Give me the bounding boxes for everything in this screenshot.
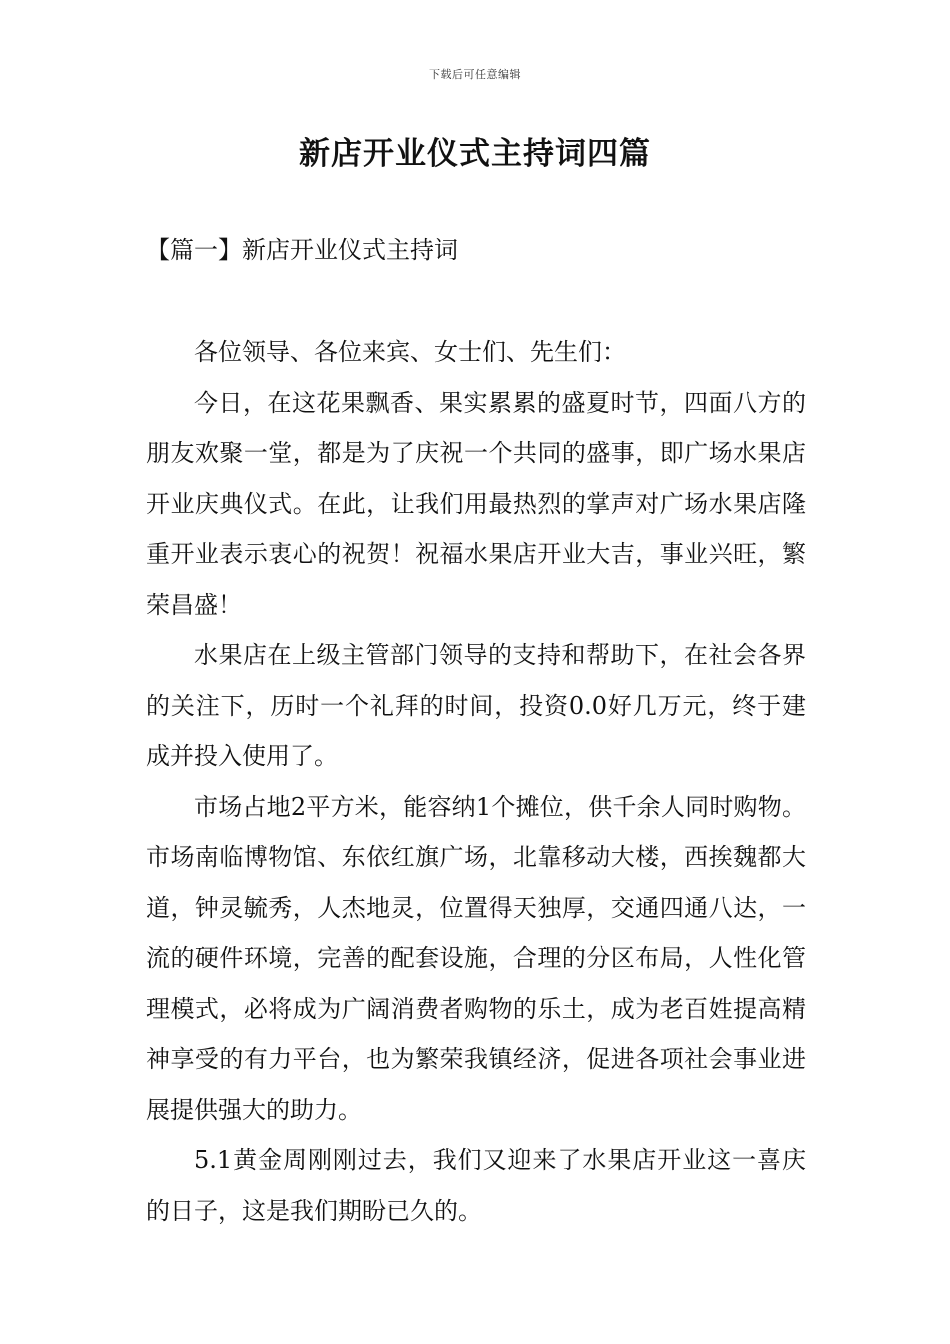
header-note: 下载后可任意编辑	[429, 68, 521, 81]
section-heading: 【篇一】新店开业仪式主持词	[146, 236, 458, 264]
paragraph-salutation: 各位领导、各位来宾、女士们、先生们：	[194, 338, 626, 366]
document-title: 新店开业仪式主持词四篇	[299, 136, 651, 172]
paragraph: 今日，在这花果飘香、果实累累的盛夏时节，四面八方的朋友欢聚一堂，都是为了庆祝一个共同的盛事，即广场水果店开业庆典仪式。在此，让我们用最热烈的掌声对广场水果店隆重开业表示衷心的祝贺！祝福水果店开业大吉，事业兴旺，繁荣昌盛！	[146, 388, 806, 619]
paragraph: 水果店在上级主管部门领导的支持和帮助下，在社会各界的关注下，历时一个礼拜的时间，投资0.0好几万元，终于建成并投入使用了。	[146, 641, 806, 770]
paragraph: 市场占地2平方米，能容纳1个摊位，供千余人同时购物。市场南临博物馆、东依红旗广场，北靠移动大楼，西挨魏都大道，钟灵毓秀，人杰地灵，位置得天独厚，交通四通八达，一流的硬件环境，完善的配套设施，合理的分区布局，人性化管理模式，必将成为广阔消费者购物的乐土，成为老百姓提高精神享受的有力平台，也为繁荣我镇经济，促进各项社会事业进展提供强大的助力。	[146, 792, 806, 1124]
document-body	[146, 327, 806, 1236]
paragraph: 5.1黄金周刚刚过去，我们又迎来了水果店开业这一喜庆的日子，这是我们期盼已久的。	[146, 1146, 806, 1225]
